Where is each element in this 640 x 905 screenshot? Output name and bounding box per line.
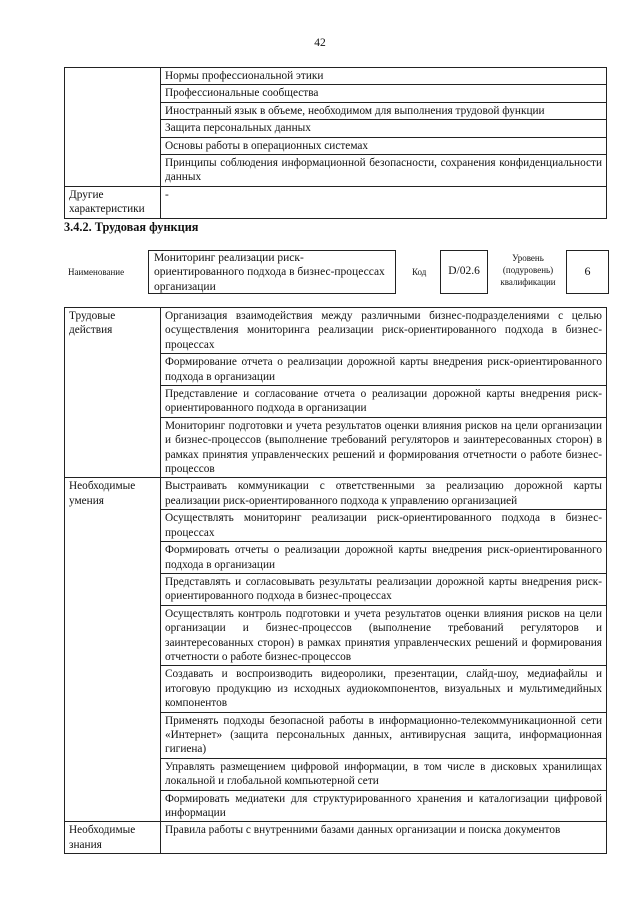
knowledge-item: Принципы соблюдения информационной безопасности, сохранения конфиденциальности данных <box>161 155 607 187</box>
skill-item: Осуществлять контроль подготовки и учета результатов оценки влияния рисков на цели организации и бизнес-процессов (выполнение требований регуляторов и заинтересованных сторон) в рамках принятия управленческих решений и формирования отчетности о работе бизнес-процессов <box>161 605 607 666</box>
action-item: Мониторинг подготовки и учета результатов оценки влияния рисков на цели организации и бизнес-процессов (выполнение требований регуляторов и заинтересованных сторон) в рамках принятия управленческих решений и формирования отчетности о работе бизнес-процессов <box>161 417 607 478</box>
code-box <box>440 250 488 294</box>
level-box <box>566 250 609 294</box>
function-name-box <box>148 250 396 294</box>
skill-item: Представлять и согласовывать результаты реализации дорожной карты внедрения риск-ориентированного подхода в бизнес-процессах <box>161 573 607 605</box>
knowledge-item: Иностранный язык в объеме, необходимом для выполнения трудовой функции <box>161 102 607 119</box>
skill-item: Управлять размещением цифровой информации, в том числе в дисковых хранилищах локальной и глобальной компьютерной сети <box>161 758 607 790</box>
skills-label: Необходимые умения <box>65 478 161 822</box>
previous-function-table <box>64 67 607 219</box>
table-row <box>65 822 607 854</box>
knowledge-item: Профессиональные сообщества <box>161 85 607 102</box>
level-label: Уровень (подуровень) квалификации <box>500 253 556 287</box>
skill-item: Выстраивать коммуникации с ответственными за реализацию дорожной карты реализации риск-ориентированного подхода к управлению организацией <box>161 478 607 510</box>
actions-label: Трудовые действия <box>65 308 161 478</box>
table-row <box>65 68 607 85</box>
level-value: 6 <box>584 264 591 278</box>
other-characteristics-value: - <box>161 186 607 218</box>
action-item: Формирование отчета о реализации дорожной карты внедрения риск-ориентированного подхода в организации <box>161 354 607 386</box>
table-row <box>65 308 607 354</box>
section-title: 3.4.2. Трудовая функция <box>64 220 199 234</box>
code-label: Код <box>412 267 427 277</box>
page-number: 42 <box>314 37 326 49</box>
knowledge-item: Основы работы в операционных системах <box>161 137 607 154</box>
knowledge-item: Правила работы с внутренними базами данных организации и поиска документов <box>161 822 607 854</box>
other-characteristics-label: Другие характеристики <box>65 186 161 218</box>
name-label: Наименование <box>68 267 125 277</box>
knowledge-item: Защита персональных данных <box>161 120 607 137</box>
skill-item: Осуществлять мониторинг реализации риск-ориентированного подхода в бизнес-процессах <box>161 510 607 542</box>
action-item: Организация взаимодействия между различными бизнес-подразделениями с целью осуществления мониторинга реализации риск-ориентированного подхода в бизнес-процессах <box>161 308 607 354</box>
knowledge-item: Нормы профессиональной этики <box>161 68 607 85</box>
function-name: Мониторинг реализации риск-ориентированного подхода в бизнес-процессах организации <box>154 252 385 293</box>
code-value: D/02.6 <box>448 265 480 277</box>
action-item: Представление и согласование отчета о реализации дорожной карты внедрения риск-ориентированного подхода в организации <box>161 386 607 418</box>
function-details-table <box>64 307 607 854</box>
knowledge-label: Необходимые знания <box>65 822 161 854</box>
skill-item: Формировать отчеты о реализации дорожной карты внедрения риск-ориентированного подхода в организации <box>161 542 607 574</box>
skill-item: Формировать медиатеки для структурированного хранения и каталогизации цифровой информации <box>161 790 607 822</box>
knowledge-label-cell <box>65 68 161 187</box>
table-row <box>65 186 607 218</box>
skill-item: Создавать и воспроизводить видеоролики, презентации, слайд-шоу, медиафайлы и итоговую продукцию из исходных аудиокомпонентов, визуальных и мультимедийных компонентов <box>161 666 607 712</box>
table-row <box>65 478 607 510</box>
skill-item: Применять подходы безопасной работы в информационно-телекоммуникационной сети «Интернет» (защита персональных данных, антивирусная защита, информационная гигиена) <box>161 712 607 758</box>
